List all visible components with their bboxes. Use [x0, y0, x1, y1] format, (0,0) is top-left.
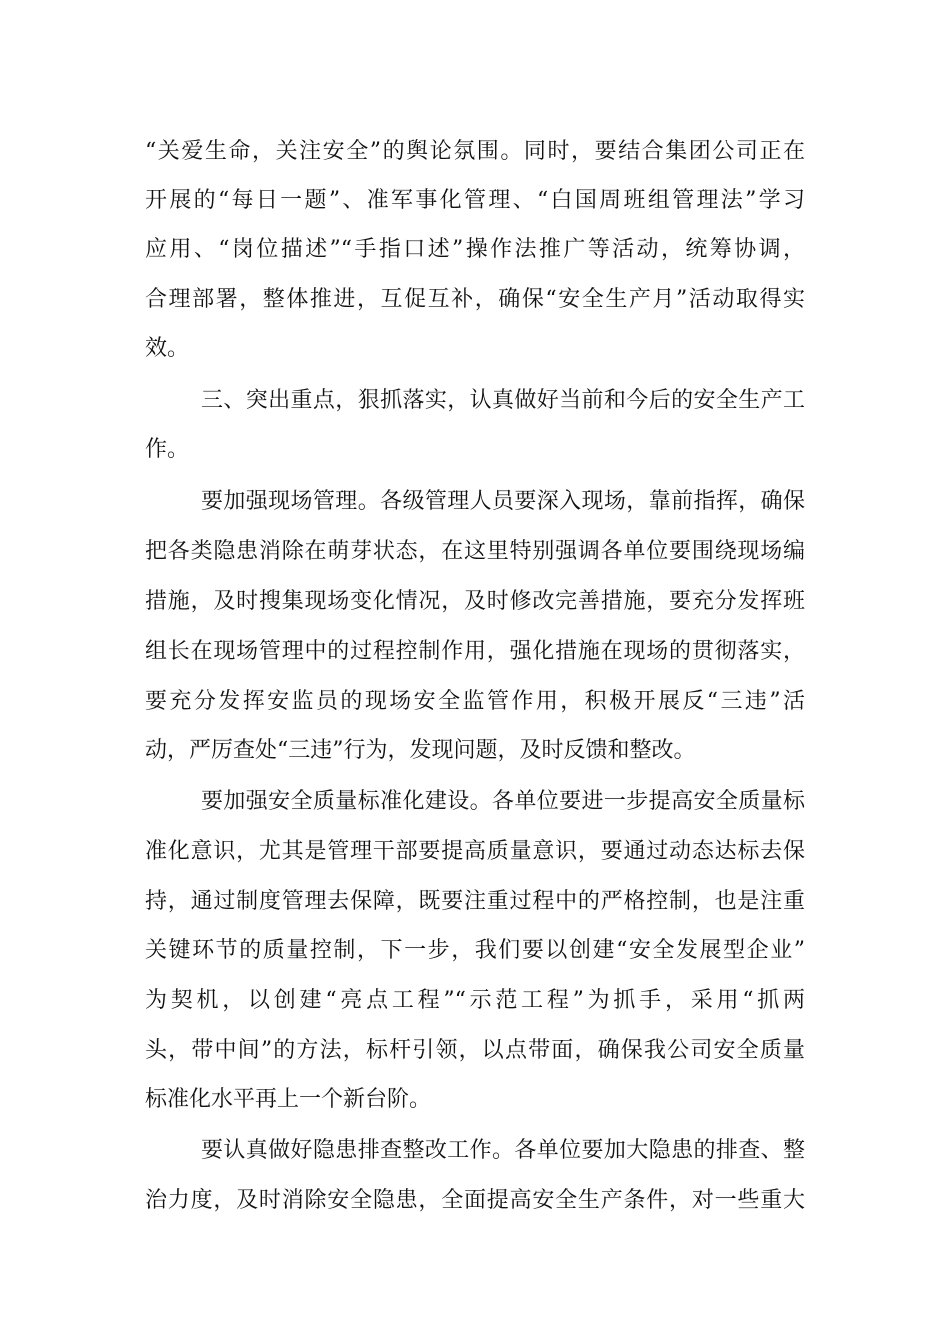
text-line: 合理部署，整体推进，互促互补，确保“安全生产月”活动取得实 [145, 287, 805, 312]
text-line: 头，带中间”的方法，标杆引领，以点带面，确保我公司安全质量 [145, 1038, 805, 1063]
text-line: 持，通过制度管理去保障，既要注重过程中的严格控制，也是注重 [145, 889, 805, 914]
section-heading-line: 作。 [145, 437, 190, 462]
text-line: 要加强安全质量标准化建设。各单位要进一步提高安全质量标 [201, 789, 805, 814]
text-line: 要充分发挥安监员的现场安全监管作用，积极开展反“三违”活 [145, 689, 805, 714]
text-line: 措施，及时搜集现场变化情况，及时修改完善措施，要充分发挥班 [145, 589, 805, 614]
text-line: 组长在现场管理中的过程控制作用，强化措施在现场的贯彻落实， [145, 639, 805, 664]
text-line: 为契机，以创建“亮点工程”“示范工程”为抓手，采用“抓两 [145, 988, 805, 1013]
text-line: 动，严厉查处“三违”行为，发现问题，及时反馈和整改。 [145, 738, 696, 763]
text-line: 要加强现场管理。各级管理人员要深入现场，靠前指挥，确保 [201, 489, 805, 514]
text-line: “关爱生命，关注安全”的舆论氛围。同时，要结合集团公司正在 [145, 139, 805, 164]
text-line: 治力度，及时消除安全隐患，全面提高安全生产条件，对一些重大 [145, 1188, 805, 1213]
text-line: 开展的“每日一题”、准军事化管理、“白国周班组管理法”学习 [145, 188, 805, 213]
section-heading-line: 三、突出重点，狠抓落实，认真做好当前和今后的安全生产工 [201, 388, 805, 413]
text-line: 效。 [145, 336, 190, 361]
text-line: 标准化水平再上一个新台阶。 [145, 1087, 432, 1112]
text-line: 准化意识，尤其是管理干部要提高质量意识，要通过动态达标去保 [145, 839, 805, 864]
text-line: 应用、“岗位描述”“手指口述”操作法推广等活动，统筹协调， [145, 237, 805, 262]
text-line: 关键环节的质量控制，下一步，我们要以创建“安全发展型企业” [145, 938, 805, 963]
text-line: 要认真做好隐患排查整改工作。各单位要加大隐患的排查、整 [201, 1138, 805, 1163]
text-line: 把各类隐患消除在萌芽状态，在这里特别强调各单位要围绕现场编 [145, 539, 805, 564]
